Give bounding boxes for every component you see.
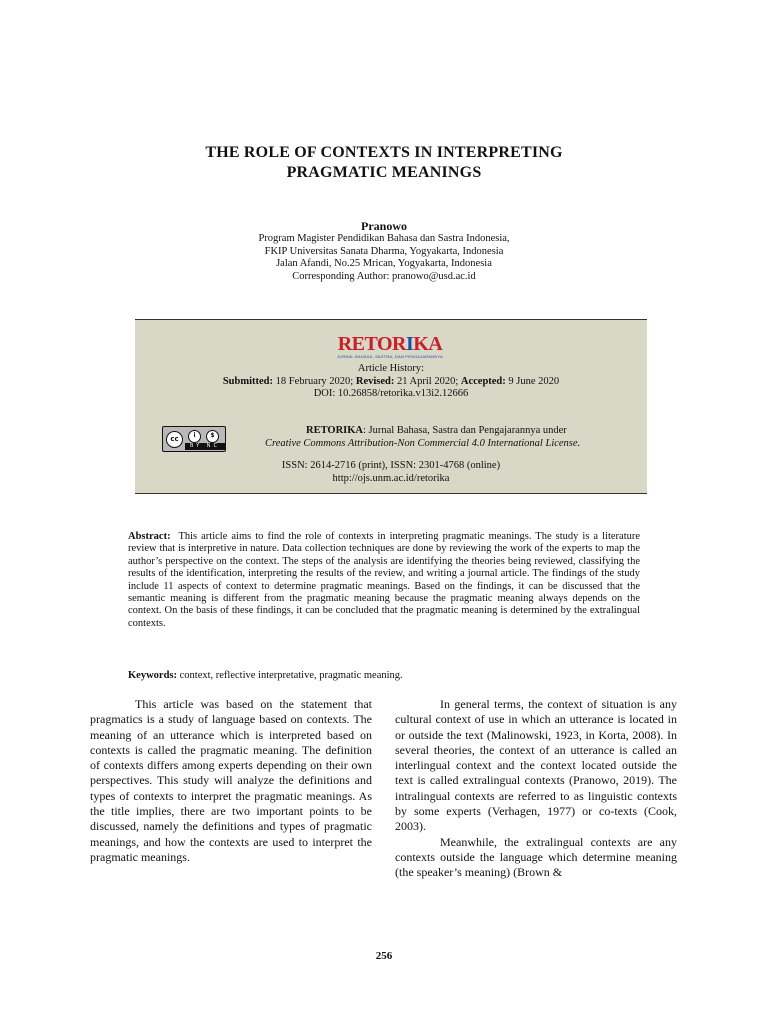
keywords-label: Keywords: — [128, 670, 177, 681]
keywords-text: context, reflective interpretative, pragmatic meaning. — [179, 670, 403, 681]
affiliation-line: FKIP Universitas Sanata Dharma, Yogyakarta, Indonesia — [264, 245, 504, 257]
body-column-left — [90, 697, 372, 865]
affiliation-line: Program Magister Pendidikan Bahasa dan Sastra Indonesia, — [258, 233, 510, 244]
doi: DOI: 10.26858/retorika.v13i2.12666 — [313, 388, 469, 399]
history-label: Article History: — [357, 363, 425, 374]
body-column-right — [395, 697, 677, 881]
title-line-1: THE ROLE OF CONTEXTS IN INTERPRETING — [205, 144, 563, 161]
article-history — [135, 363, 647, 401]
creative-commons-icon — [162, 426, 226, 452]
abstract — [128, 531, 640, 630]
journal-url: http://ojs.unm.ac.id/retorika — [332, 473, 450, 484]
attribution-icon: i — [188, 430, 201, 443]
paragraph: This article was based on the statement that pragmatics is a study of language based on contexts. The meaning of an utterance which is interpreted based on contexts is called the pragmatic meaning. The definition of contexts differs among experts depending on their own perspectives. This study will analyze the definitions and types of contexts to interpret the pragmatic meanings. As the title implies, there are two important points to be discussed, namely the definitions and types of pragmatic meanings, and how the contexts are used to interpret the pragmatic meanings. — [90, 697, 372, 864]
journal-info-box — [135, 319, 647, 494]
abstract-text: This article aims to find the role of contexts in interpreting pragmatic meanings. The study is a literature review that is interpretive in nature. Data collection techniques are done by reviewing the work of the experts to map the author’s perspective on the context. The steps of the analysis are identifying the theories being reviewed, classifying the results of the identification, interpreting the results of the review, and writing a journal article. The findings of the study include 11 aspects of context to determine pragmatic meanings. Based on the findings, it can be discussed that the semantic meaning is different from the pragmatic meaning because the pragmatic meaning always depends on the context. On the basis of these findings, it can be concluded that the pragmatic meaning is determined by the extralingual contexts. — [128, 531, 641, 629]
journal-logo: RETORIKA JURNAL BAHASA, SASTRA, DAN PENGAJARANNYA — [335, 334, 445, 359]
license-statement: RETORIKA: Jurnal Bahasa, Sastra dan Pengajarannya under Creative Commons Attribution-Non Commercial 4.0 International License. — [265, 424, 625, 450]
paragraph: Meanwhile, the extralingual contexts are any contexts outside the language which determine meaning (the speaker’s meaning) (Brown & — [395, 834, 677, 880]
corresponding-author: Corresponding Author: pranowo@usd.ac.id — [292, 270, 476, 282]
article-title — [84, 143, 684, 183]
title-line-2: PRAGMATIC MEANINGS — [286, 164, 482, 181]
issn-info — [135, 459, 647, 485]
author-name: Pranowo — [361, 219, 407, 233]
cc-icon: cc — [166, 431, 183, 448]
logo-tagline: JURNAL BAHASA, SASTRA, DAN PENGAJARANNYA — [337, 354, 443, 359]
history-dates: Submitted: 18 February 2020; Revised: 21 April 2020; Accepted: 9 June 2020 — [222, 375, 560, 387]
abstract-label: Abstract: — [128, 531, 171, 542]
affiliation-line: Jalan Afandi, No.25 Mrican, Yogyakarta, Indonesia — [276, 258, 492, 270]
cc-label: BY NC — [185, 443, 225, 450]
license-name: Creative Commons Attribution-Non Commercial 4.0 International License. — [265, 438, 581, 449]
paragraph: In general terms, the context of situation is any cultural context of use in which an utterance is located in or outside the text (Malinowski, 1923, in Korta, 2008). In several theories, the context of an utterance is called an interlingual context and the context located outside the text is called extralingual contexts (Pranowo, 2019). The intralingual contexts are referred to as linguistic contexts by some experts (Verhagen, 1977) or co-texts (Cook, 2003). — [395, 697, 677, 834]
author-affiliation — [84, 233, 684, 283]
keywords — [128, 669, 640, 682]
page-number: 256 — [375, 950, 393, 962]
issn: ISSN: 2614-2716 (print), ISSN: 2301-4768 (online) — [281, 460, 501, 471]
non-commercial-icon: $ — [206, 430, 219, 443]
